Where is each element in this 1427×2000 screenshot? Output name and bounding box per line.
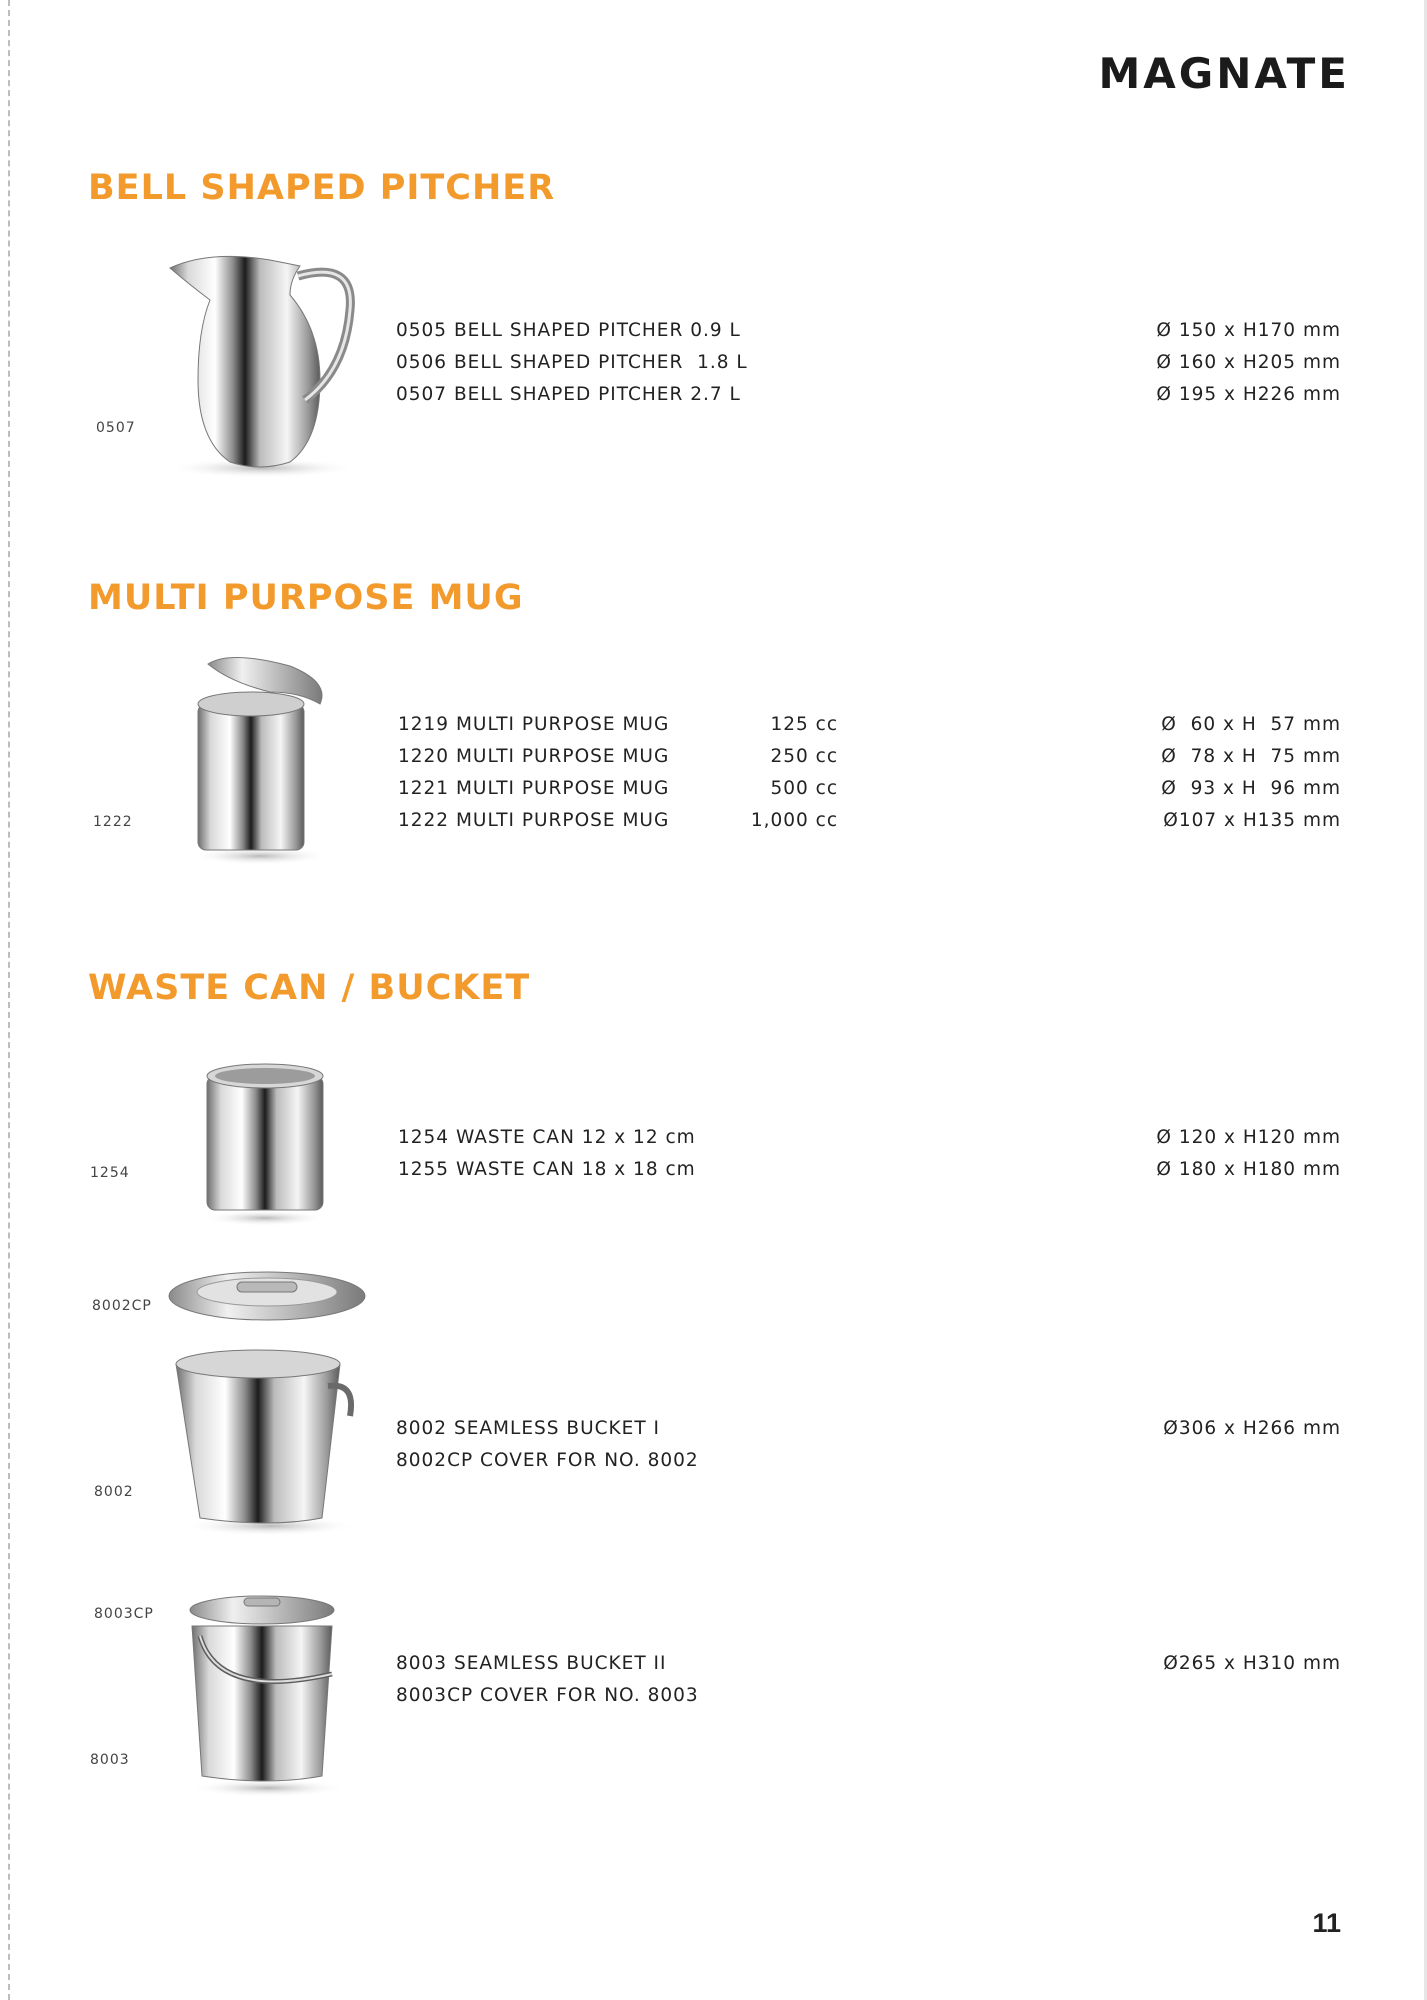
section-title-waste: WASTE CAN / BUCKET xyxy=(88,968,531,1008)
bucket2-label: 8003 xyxy=(90,1752,130,1768)
bucket2-image xyxy=(178,1590,358,1800)
dimension-value: Ø265 x H310 mm xyxy=(1163,1653,1341,1674)
bell-pitcher-image xyxy=(150,240,370,480)
dimension-value: Ø 120 x H120 mm xyxy=(1156,1127,1341,1148)
bucket1-cover-image xyxy=(165,1262,370,1326)
bucket1-list xyxy=(396,1413,699,1477)
bucket1-cover-label: 8002CP xyxy=(92,1298,152,1314)
dimension-value: Ø107 x H135 mm xyxy=(1163,810,1341,831)
dimension-value: Ø 78 x H 75 mm xyxy=(1161,746,1341,767)
mug-volume: 1,000 cc xyxy=(750,810,838,831)
list-item xyxy=(398,773,838,805)
mug-name: 1219 MULTI PURPOSE MUG xyxy=(398,714,670,735)
list-item xyxy=(398,709,838,741)
pitcher-image-label: 0507 xyxy=(96,420,136,436)
list-item xyxy=(398,741,838,773)
dimension-value: Ø 60 x H 57 mm xyxy=(1161,714,1341,735)
section-title-pitcher: BELL SHAPED PITCHER xyxy=(88,168,556,208)
dimension-value: Ø 160 x H205 mm xyxy=(1156,352,1341,373)
dimension-value: Ø 180 x H180 mm xyxy=(1156,1159,1341,1180)
waste-can-list xyxy=(398,1122,696,1186)
list-item xyxy=(398,805,838,837)
mug-list xyxy=(398,709,838,837)
mug-volume: 250 cc xyxy=(770,746,838,767)
list-item: 1254 WASTE CAN 12 x 12 cm xyxy=(398,1127,696,1148)
mug-name: 1221 MULTI PURPOSE MUG xyxy=(398,778,670,799)
bucket1-label: 8002 xyxy=(94,1484,134,1500)
list-item: 8002 SEAMLESS BUCKET I xyxy=(396,1418,660,1439)
list-item: 0505 BELL SHAPED PITCHER 0.9 L xyxy=(396,320,741,341)
waste-can-image-label: 1254 xyxy=(90,1165,130,1181)
dimension-value: Ø 150 x H170 mm xyxy=(1156,320,1341,341)
list-item: 8002CP COVER FOR NO. 8002 xyxy=(396,1450,699,1471)
mug-volume: 500 cc xyxy=(770,778,838,799)
page-number: 11 xyxy=(1312,1908,1341,1938)
list-item: 8003 SEAMLESS BUCKET II xyxy=(396,1653,667,1674)
dimension-value: Ø 195 x H226 mm xyxy=(1156,384,1341,405)
pitcher-list xyxy=(396,315,748,411)
dimension-value: Ø 93 x H 96 mm xyxy=(1161,778,1341,799)
bucket1-dimensions xyxy=(1163,1413,1341,1445)
bucket2-cover-label: 8003CP xyxy=(94,1606,154,1622)
mug-name: 1220 MULTI PURPOSE MUG xyxy=(398,746,670,767)
brand-logo xyxy=(1030,48,1350,98)
list-item: 0507 BELL SHAPED PITCHER 2.7 L xyxy=(396,384,741,405)
brand-name: MAGNATE xyxy=(1098,48,1350,98)
dimension-value: Ø306 x H266 mm xyxy=(1163,1418,1341,1439)
bucket2-list xyxy=(396,1648,699,1712)
mug-dimensions xyxy=(1161,709,1341,837)
section-title-mug: MULTI PURPOSE MUG xyxy=(88,578,524,618)
waste-can-dimensions xyxy=(1156,1122,1341,1186)
list-item: 1255 WASTE CAN 18 x 18 cm xyxy=(398,1159,696,1180)
list-item: 8003CP COVER FOR NO. 8003 xyxy=(396,1685,699,1706)
mug-volume: 125 cc xyxy=(770,714,838,735)
mug-image-label: 1222 xyxy=(93,814,133,830)
multi-purpose-mug-image xyxy=(180,652,340,868)
pitcher-dimensions xyxy=(1156,315,1341,411)
bucket2-dimensions xyxy=(1163,1648,1341,1680)
waste-can-image xyxy=(195,1058,335,1228)
list-item: 0506 BELL SHAPED PITCHER 1.8 L xyxy=(396,352,748,373)
page-border xyxy=(8,0,10,2000)
bucket1-image xyxy=(170,1342,370,1540)
mug-name: 1222 MULTI PURPOSE MUG xyxy=(398,810,670,831)
